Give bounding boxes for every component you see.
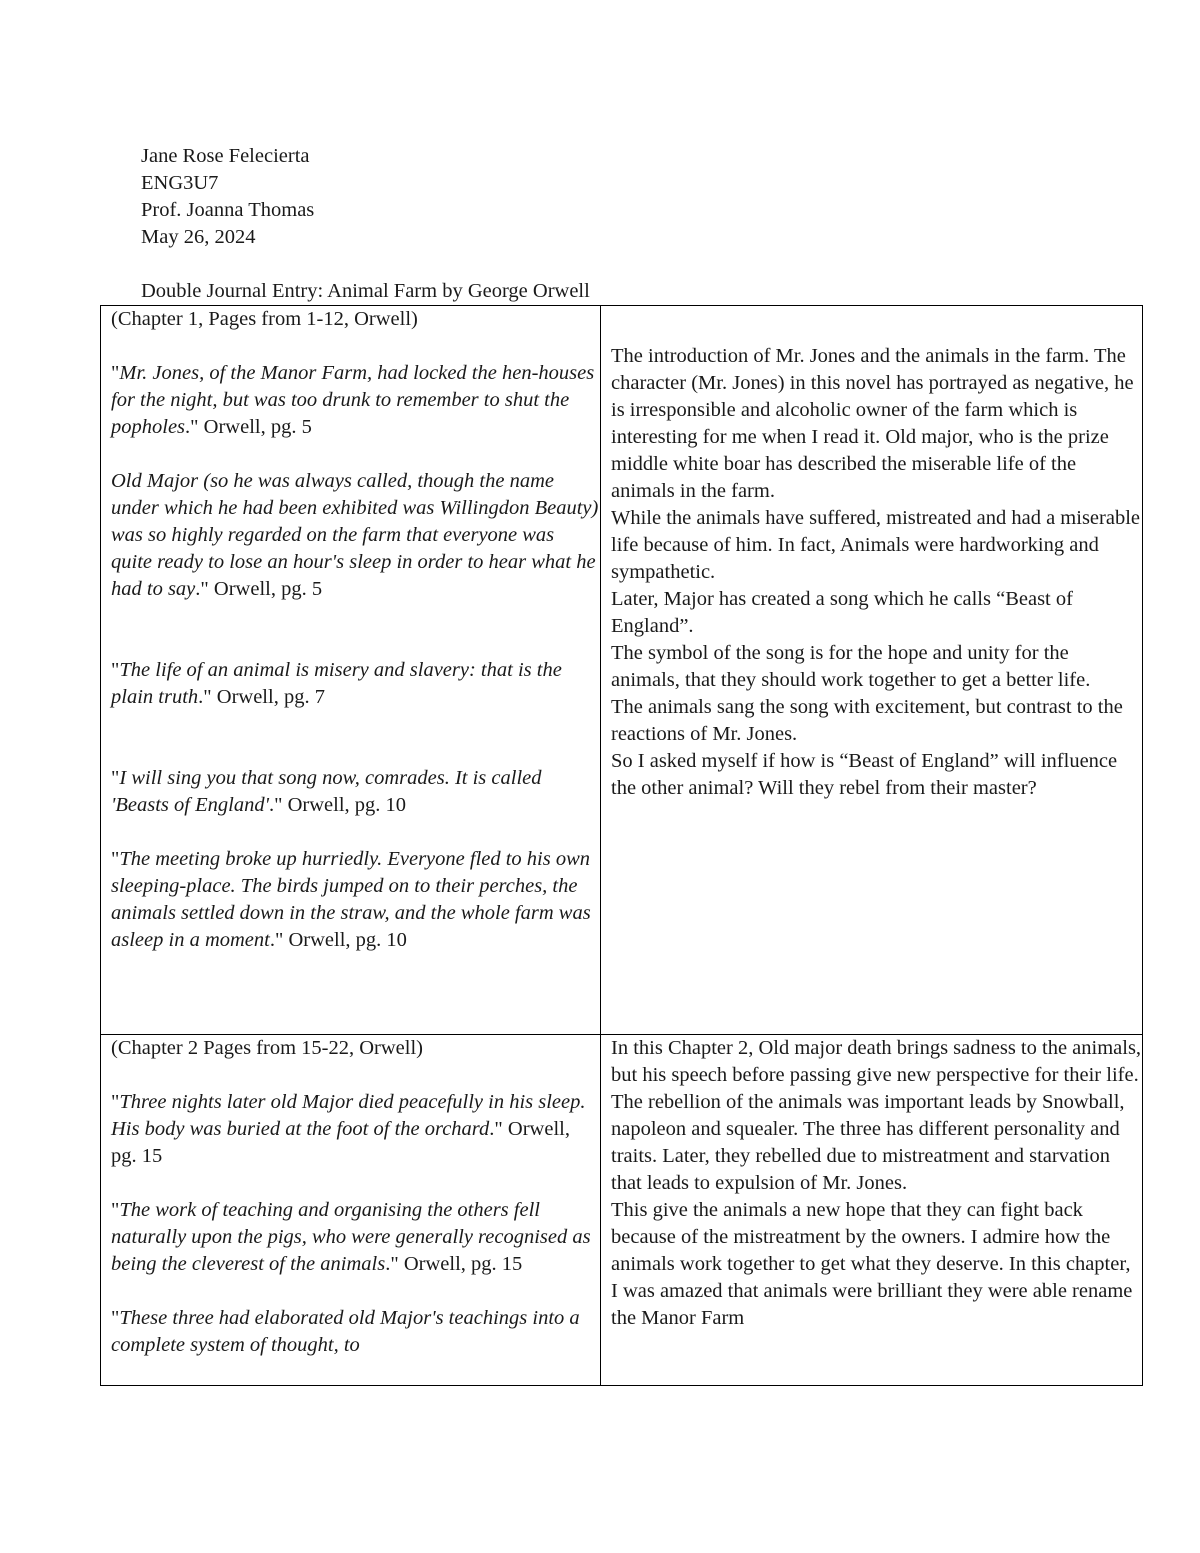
journal-row-chapter-2 bbox=[101, 1035, 1143, 1386]
quote: Old Major (so he was always called, though the name under which he had been exhibited was Willingdon Beauty) was so highly regarded on the farm that everyone was quite ready to lose an hour's sleep in order to hear what he had to say." Orwell, pg. 5 bbox=[111, 470, 599, 600]
response-paragraph: The symbol of the song is for the hope and unity for the animals, that they should work together to get a better life. bbox=[611, 642, 1091, 691]
professor-name: Prof. Joanna Thomas bbox=[141, 199, 315, 221]
chapter-heading: (Chapter 2 Pages from 15-22, Orwell) bbox=[111, 1037, 423, 1059]
response-cell bbox=[601, 1035, 1143, 1386]
response-paragraph: So I asked myself if how is “Beast of England” will influence the other animal? Will they rebel from their master? bbox=[611, 750, 1118, 799]
response-paragraph: The introduction of Mr. Jones and the animals in the farm. The character (Mr. Jones) in this novel has portrayed as negative, he is irresponsible and alcoholic owner of the farm which is interesting for me when I read it. Old major, who is the prize middle white boar has described the miserable life of the animals in the farm. bbox=[611, 345, 1134, 502]
response-paragraph: While the animals have suffered, mistreated and had a miserable life because of him. In fact, Animals were hardworking and sympathetic. bbox=[611, 507, 1140, 583]
quote: "Three nights later old Major died peacefully in his sleep. His body was buried at the foot of the orchard." Orwell, pg. 15 bbox=[111, 1091, 586, 1167]
date: May 26, 2024 bbox=[141, 226, 256, 248]
document-title: Double Journal Entry: Animal Farm by George Orwell bbox=[141, 280, 590, 302]
quotes-cell bbox=[101, 306, 601, 1035]
quote: "I will sing you that song now, comrades. It is called 'Beasts of England'." Orwell, pg. 10 bbox=[111, 767, 542, 816]
quote: "The life of an animal is misery and slavery: that is the plain truth." Orwell, pg. 7 bbox=[111, 659, 562, 708]
response-paragraph: Later, Major has created a song which he calls “Beast of England”. bbox=[611, 588, 1073, 637]
quotes-cell bbox=[101, 1035, 601, 1386]
response-paragraph: In this Chapter 2, Old major death brings sadness to the animals, but his speech before passing give new perspective for their life. bbox=[611, 1037, 1142, 1086]
response-paragraph: This give the animals a new hope that they can fight back because of the mistreatment by the owners. I admire how the animals work together to get what they deserve. In this chapter, I was amazed that animals were brilliant they were able rename the Manor Farm bbox=[611, 1199, 1133, 1329]
response-paragraph: The rebellion of the animals was important leads by Snowball, napoleon and squealer. The three has different personality and traits. Later, they rebelled due to mistreatment and starvation that leads to expulsion of Mr. Jones. bbox=[611, 1091, 1125, 1194]
author-name: Jane Rose Felecierta bbox=[141, 145, 310, 167]
response-paragraph: The animals sang the song with excitement, but contrast to the reactions of Mr. Jones. bbox=[611, 696, 1123, 745]
quote: "These three had elaborated old Major's teachings into a complete system of thought, to bbox=[111, 1307, 580, 1356]
chapter-heading: (Chapter 1, Pages from 1-12, Orwell) bbox=[111, 308, 418, 330]
response-cell bbox=[601, 306, 1143, 1035]
header-block bbox=[141, 143, 314, 251]
quote: "The meeting broke up hurriedly. Everyone fled to his own sleeping-place. The birds jumped on to their perches, the animals settled down in the straw, and the whole farm was asleep in a moment." Orwell, pg. 10 bbox=[111, 848, 591, 951]
course-code: ENG3U7 bbox=[141, 172, 219, 194]
journal-row-chapter-1 bbox=[101, 306, 1143, 1035]
quote: "The work of teaching and organising the others fell naturally upon the pigs, who were generally recognised as being the cleverest of the animals." Orwell, pg. 15 bbox=[111, 1199, 591, 1275]
journal-table bbox=[100, 305, 1143, 1386]
quote: "Mr. Jones, of the Manor Farm, had locked the hen-houses for the night, but was too drunk to remember to shut the popholes." Orwell, pg. 5 bbox=[111, 362, 595, 438]
